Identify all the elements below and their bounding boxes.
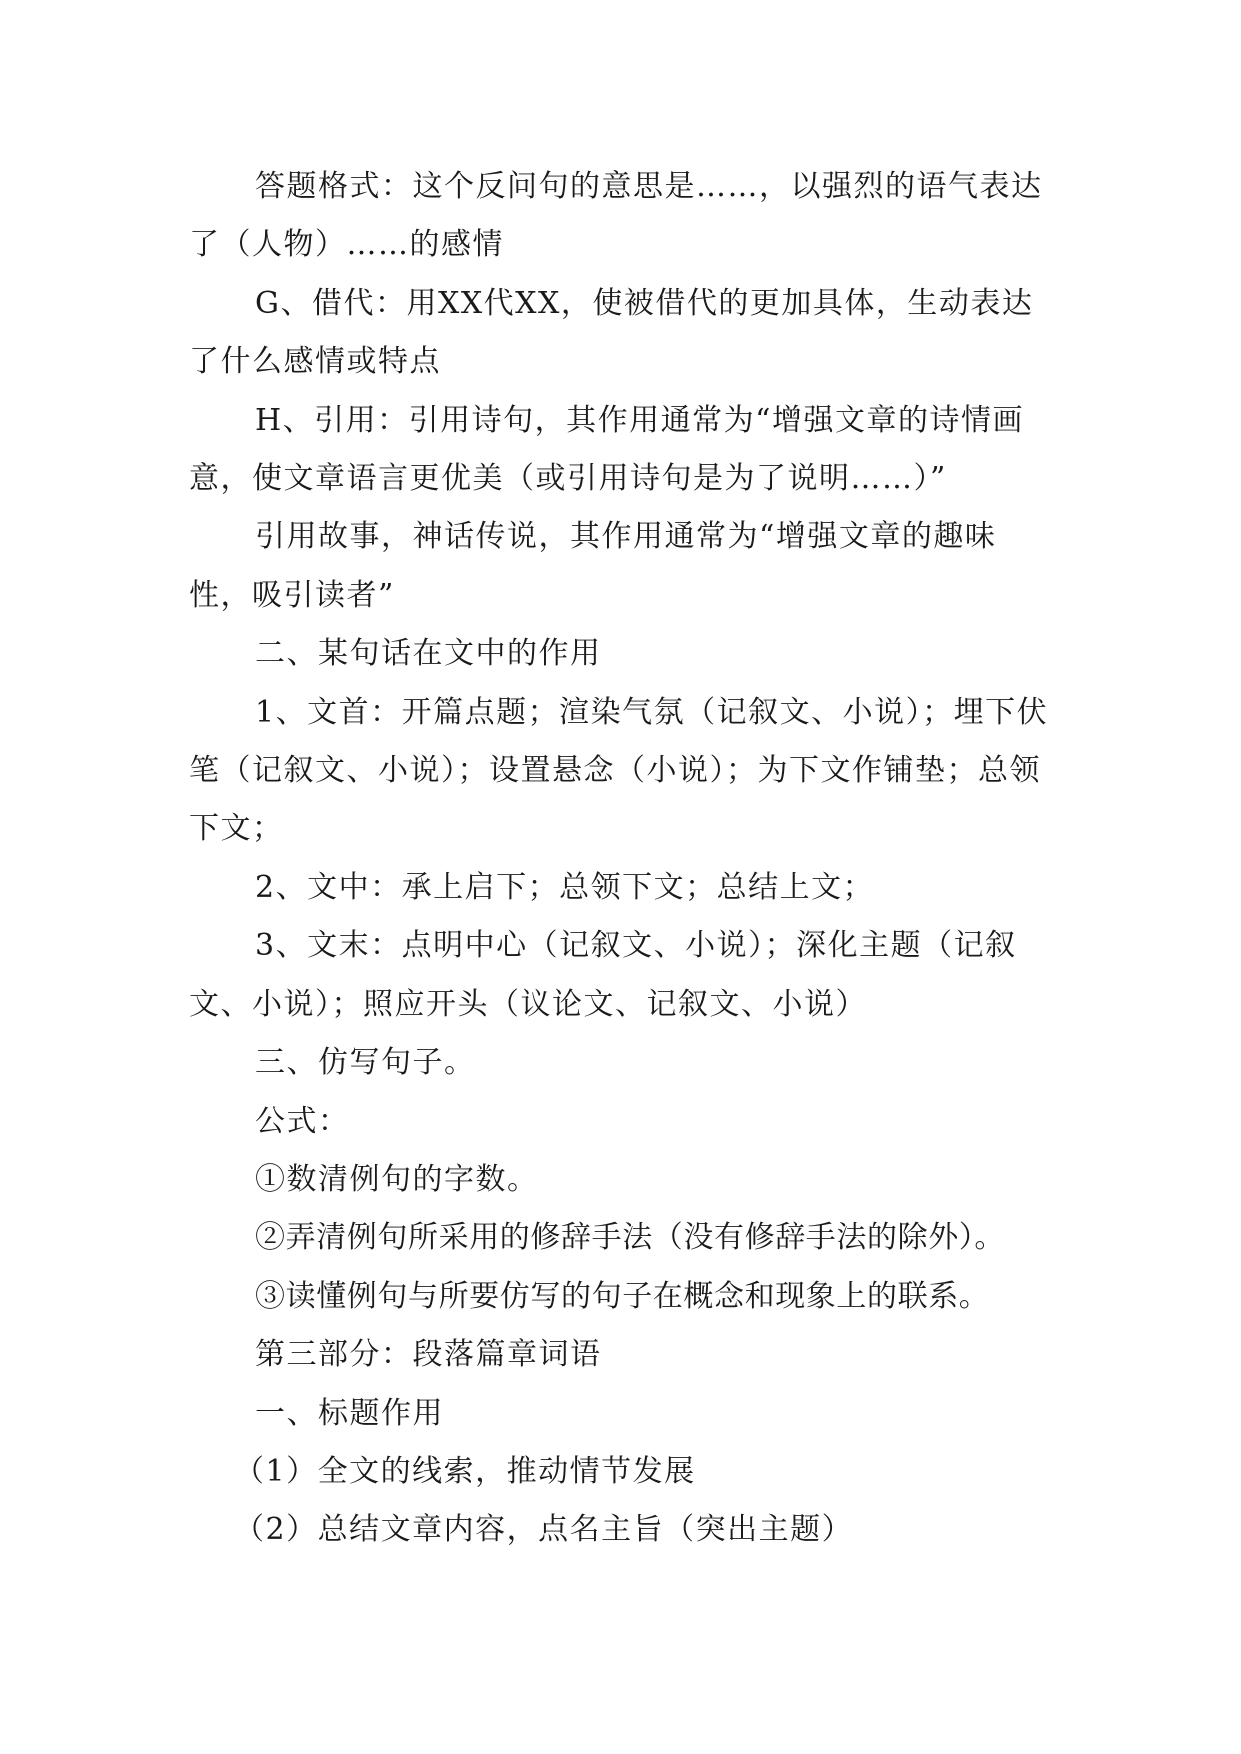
paragraph-rhetorical-question-format: 答题格式：这个反问句的意思是……，以强烈的语气表达了（人物）……的感情	[189, 169, 1043, 263]
formula-step-3: ③读懂例句与所要仿写的句子在概念和现象上的联系。	[255, 1278, 990, 1314]
paragraph-middle-role: 2、文中：承上启下；总领下文；总结上文；	[255, 869, 875, 905]
paragraph-quotation-poetry: H、引用：引用诗句，其作用通常为“增强文章的诗情画意，使文章语言更优美（或引用诗句是为了说明……）”	[189, 402, 1024, 497]
paragraph-quotation-stories: 引用故事，神话传说，其作用通常为“增强文章的趣味性，吸引读者”	[189, 519, 997, 613]
part-three-heading: 第三部分：段落篇章词语	[255, 1337, 602, 1373]
section-heading-sentence-role: 二、某句话在文中的作用	[255, 636, 602, 672]
formula-step-1: ①数清例句的字数。	[255, 1161, 539, 1197]
title-role-item-2: （2）总结文章内容，点名主旨（突出主题）	[234, 1512, 854, 1548]
section-heading-title-role: 一、标题作用	[255, 1395, 444, 1431]
paragraph-metonymy: G、借代：用XX代XX，使被借代的更加具体，生动表达了什么感情或特点	[189, 285, 1034, 380]
document-body	[189, 158, 1055, 1560]
formula-step-2: ②弄清例句所采用的修辞手法（没有修辞手法的除外）。	[255, 1220, 1005, 1256]
title-role-item-1: （1）全文的线索，推动情节发展	[234, 1453, 696, 1489]
formula-label: 公式：	[255, 1103, 350, 1139]
paragraph-ending-role: 3、文末：点明中心（记叙文、小说）；深化主题（记叙文、小说）；照应开头（议论文、记叙文、小说）	[189, 928, 1017, 1022]
paragraph-beginning-role: 1、文首：开篇点题；渲染气氛（记叙文、小说）；埋下伏笔（记叙文、小说）；设置悬念（小说）；为下文作铺垫；总领下文；	[189, 694, 1049, 847]
section-heading-imitation: 三、仿写句子。	[255, 1045, 476, 1081]
